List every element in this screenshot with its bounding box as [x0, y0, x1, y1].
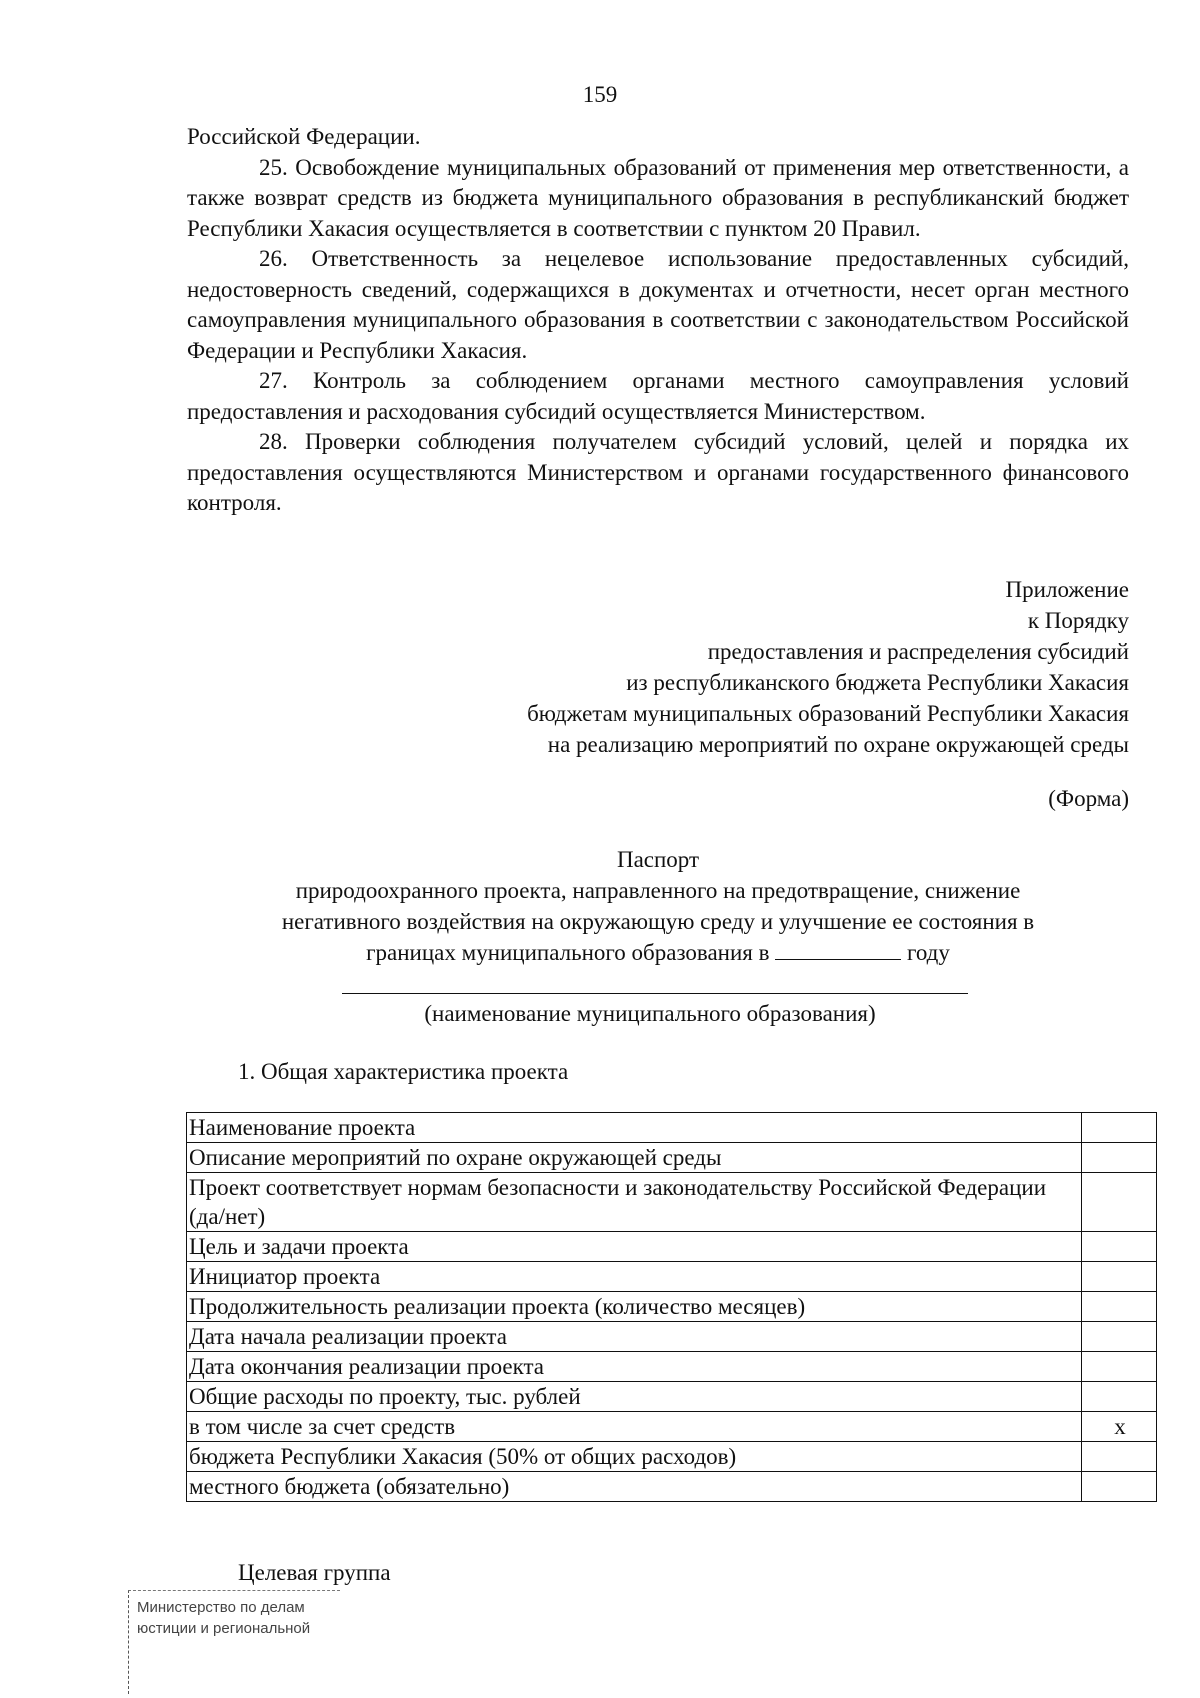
- row-label: Дата окончания реализации проекта: [187, 1352, 1082, 1382]
- table-row: [187, 1472, 1157, 1502]
- registration-stamp: [128, 1590, 340, 1694]
- project-characteristics-table: [186, 1112, 1157, 1502]
- passport-heading: Паспорт: [616, 847, 700, 872]
- row-label: Проект соответствует нормам безопасности и законодательству Российской Федерации (да/нет): [187, 1173, 1082, 1232]
- table-row: [187, 1113, 1157, 1143]
- row-value: [1082, 1113, 1157, 1143]
- row-label: местного бюджета (обязательно): [187, 1472, 1082, 1502]
- appendix-line: на реализацию мероприятий по охране окружающей среды: [547, 732, 1129, 757]
- municipality-blank-line[interactable]: [342, 993, 968, 994]
- table-row: [187, 1173, 1157, 1232]
- row-value: [1082, 1322, 1157, 1352]
- page-number: 159: [582, 82, 618, 107]
- paragraph-27: 27. Контроль за соблюдением органами местного самоуправления условий предоставления и расходования субсидий осуществляется Министерством.: [187, 368, 1129, 424]
- row-value: x: [1082, 1412, 1157, 1442]
- row-value: [1082, 1232, 1157, 1262]
- passport-line-3-start: границах муниципального образования в: [366, 940, 770, 965]
- row-value: [1082, 1173, 1157, 1232]
- paragraph-28: 28. Проверки соблюдения получателем субсидий условий, целей и порядка их предоставления осуществляются Министерством и органами государственного финансового контроля.: [187, 429, 1129, 515]
- section-title: 1. Общая характеристика проекта: [238, 1059, 569, 1084]
- row-value: [1082, 1292, 1157, 1322]
- body-text: [187, 122, 1129, 519]
- appendix-line: предоставления и распределения субсидий: [707, 639, 1129, 664]
- passport-title: [187, 844, 1129, 968]
- row-label: в том числе за счет средств: [187, 1412, 1082, 1442]
- table-row: [187, 1262, 1157, 1292]
- stamp-line-1: Министерство по делам: [137, 1599, 305, 1616]
- table-row: [187, 1143, 1157, 1173]
- table-row: [187, 1442, 1157, 1472]
- row-label: бюджета Республики Хакасия (50% от общих расходов): [187, 1442, 1082, 1472]
- table-row: [187, 1412, 1157, 1442]
- paragraph-continuation: Российской Федерации.: [187, 124, 421, 149]
- paragraph-26: 26. Ответственность за нецелевое использование предоставленных субсидий, недостоверность сведений, содержащихся в документах и отчетности, несет орган местного самоуправления муниципального образования в соответствии с законодательством Российской Федерации и Республики Хакасия.: [187, 246, 1129, 363]
- paragraph-25: 25. Освобождение муниципальных образований от применения мер ответственности, а также возврат средств из бюджета муниципального образования в республиканский бюджет Республики Хакасия осуществляется в соответствии с пунктом 20 Правил.: [187, 154, 1129, 241]
- passport-line-3: [187, 937, 1129, 968]
- row-value: [1082, 1442, 1157, 1472]
- appendix-line: Приложение: [1005, 577, 1129, 602]
- row-label: Общие расходы по проекту, тыс. рублей: [187, 1382, 1082, 1412]
- row-label: Описание мероприятий по охране окружающей среды: [187, 1143, 1082, 1173]
- row-label: Наименование проекта: [187, 1113, 1082, 1143]
- table-row: [187, 1352, 1157, 1382]
- appendix-line: бюджетам муниципальных образований Республики Хакасия: [527, 701, 1129, 726]
- stamp-line-2: юстиции и региональной: [137, 1620, 311, 1637]
- row-value: [1082, 1382, 1157, 1412]
- row-label: Цель и задачи проекта: [187, 1232, 1082, 1262]
- target-group-label: Целевая группа: [238, 1560, 391, 1585]
- passport-line-2: негативного воздействия на окружающую среду и улучшение ее состояния в: [281, 909, 1035, 934]
- row-value: [1082, 1143, 1157, 1173]
- row-label: Дата начала реализации проекта: [187, 1322, 1082, 1352]
- table-row: [187, 1292, 1157, 1322]
- form-label: (Форма): [1048, 786, 1129, 811]
- passport-line-3-end: году: [906, 940, 950, 965]
- table-row: [187, 1322, 1157, 1352]
- row-label: Инициатор проекта: [187, 1262, 1082, 1292]
- table-row: [187, 1382, 1157, 1412]
- appendix-line: к Порядку: [1027, 608, 1129, 633]
- table-row: [187, 1232, 1157, 1262]
- appendix-header: [527, 574, 1129, 760]
- appendix-line: из республиканского бюджета Республики Хакасия: [626, 670, 1129, 695]
- row-value: [1082, 1352, 1157, 1382]
- year-blank-field[interactable]: [775, 939, 901, 960]
- municipality-label: (наименование муниципального образования): [424, 1001, 876, 1026]
- row-label: Продолжительность реализации проекта (количество месяцев): [187, 1292, 1082, 1322]
- row-value: [1082, 1472, 1157, 1502]
- passport-line-1: природоохранного проекта, направленного на предотвращение, снижение: [295, 878, 1021, 903]
- row-value: [1082, 1262, 1157, 1292]
